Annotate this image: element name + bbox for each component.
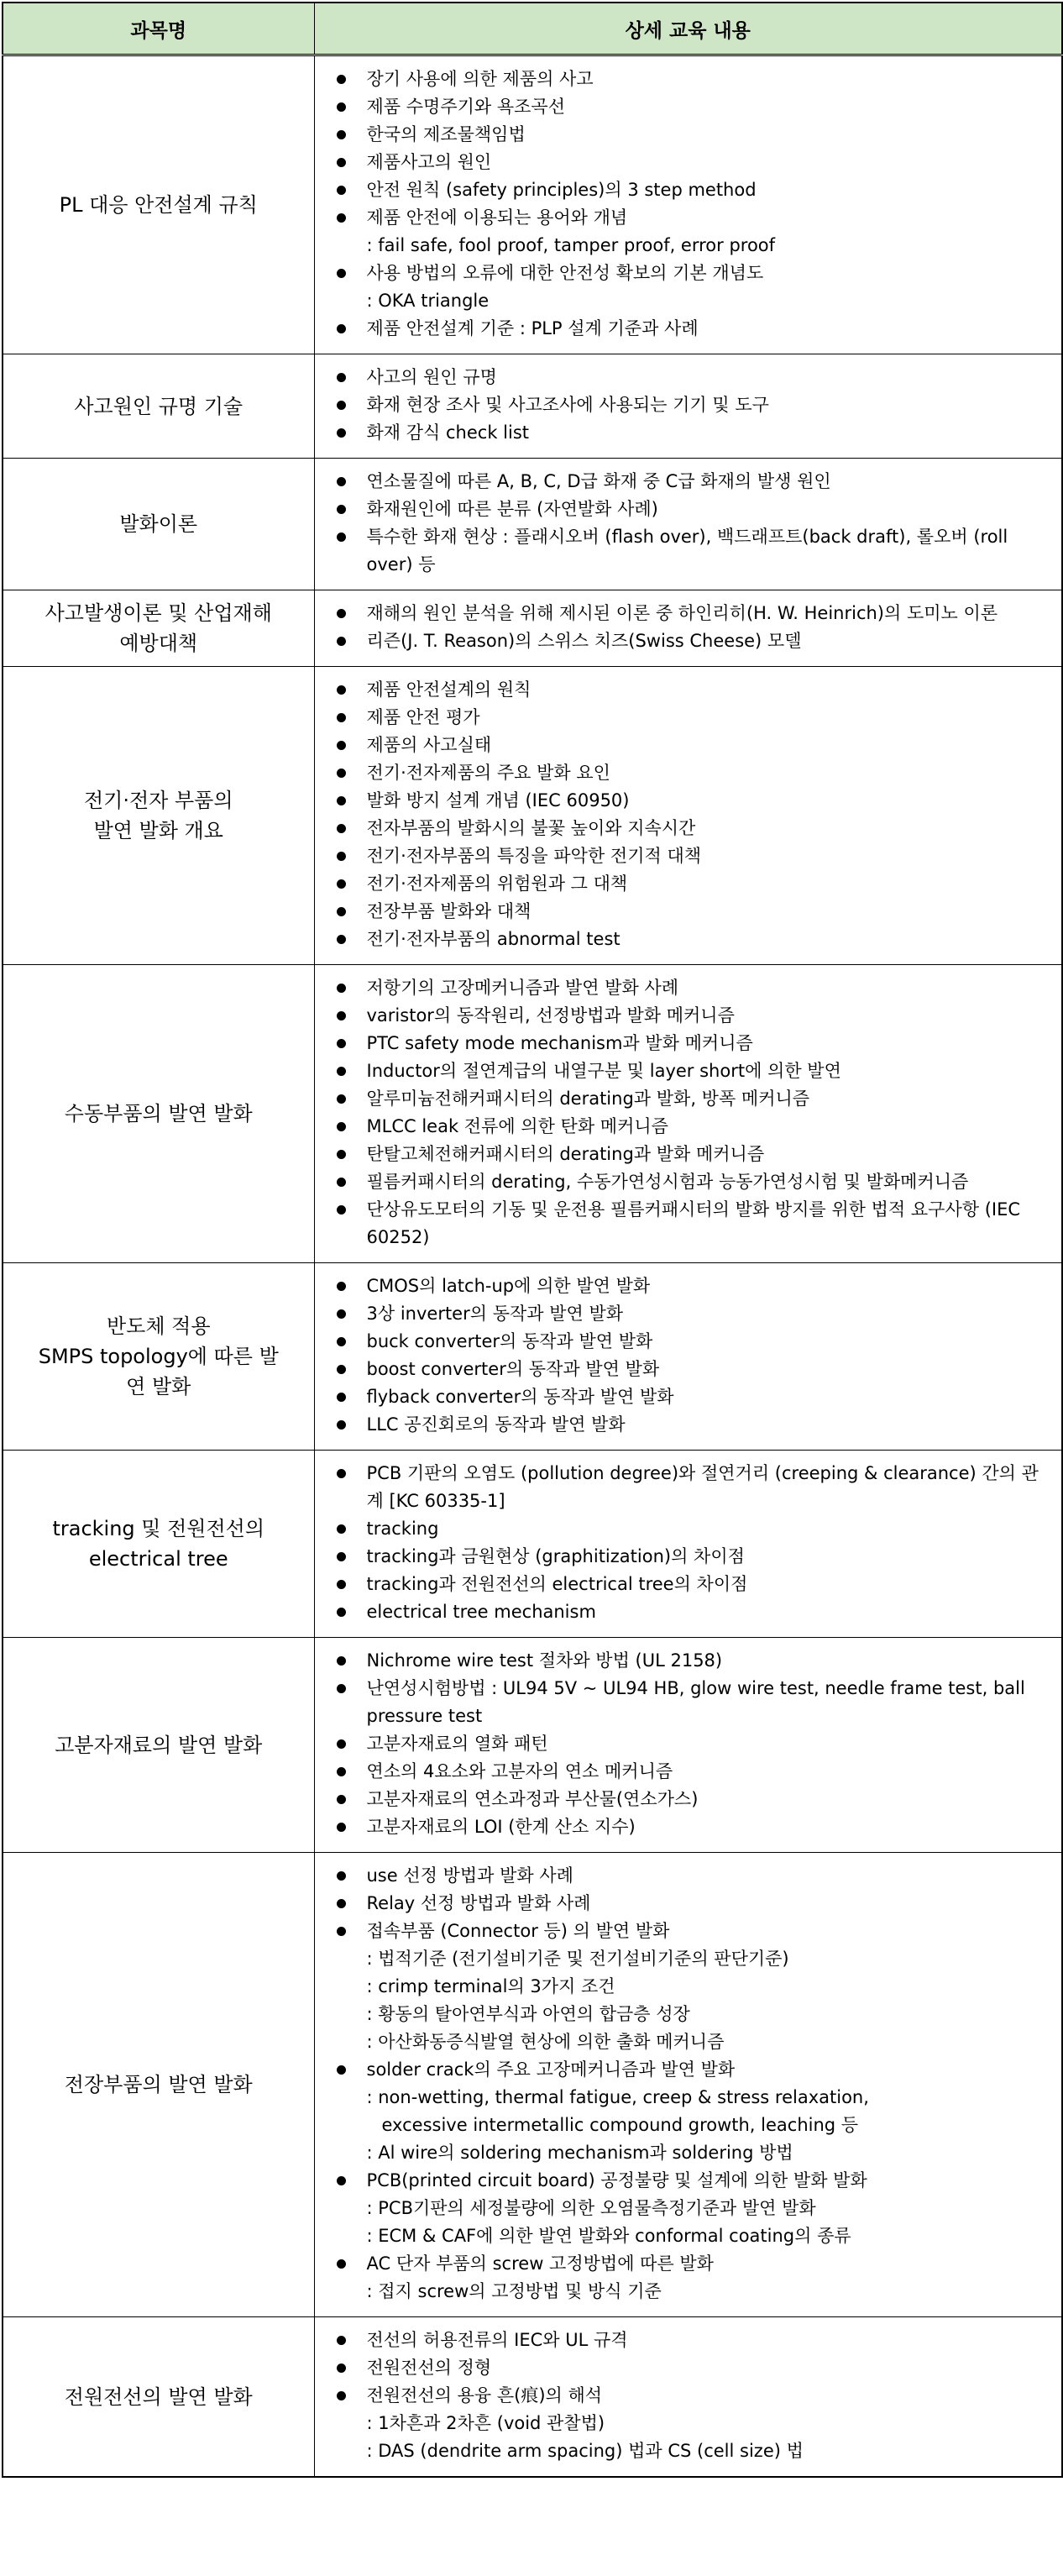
- list-item: [333, 419, 1057, 447]
- list-item-text: 사고의 원인 규명: [366, 367, 497, 387]
- subject-line: 사고발생이론 및 산업재해: [45, 601, 272, 625]
- subject-cell: [3, 1451, 314, 1638]
- subject-cell: [3, 667, 314, 965]
- list-item: [333, 1168, 1057, 1196]
- table-row: [3, 55, 1062, 354]
- content-list: [333, 1460, 1057, 1626]
- subject-line: 전장부품의 발연 발화: [64, 2073, 253, 2096]
- bullet-icon: [337, 158, 346, 167]
- list-item: [333, 1085, 1057, 1113]
- subject-line: 발화이론: [119, 512, 198, 536]
- bullet-icon: [337, 2391, 346, 2400]
- list-item-text: 특수한 화재 현상 : 플래시오버 (flash over), 백드래프트(back draft), 롤오버 (roll over) 등: [366, 527, 1008, 574]
- list-item: [333, 149, 1057, 176]
- list-item: [333, 898, 1057, 926]
- bullet-icon: [337, 935, 346, 944]
- list-item-text: 안전 원칙 (safety principles)의 3 step method: [366, 180, 757, 200]
- bullet-icon: [337, 373, 346, 382]
- list-item: [333, 842, 1057, 870]
- list-item-text: 고분자재료의 LOI (한계 산소 지수): [366, 1817, 636, 1837]
- list-item-detail: [333, 1973, 1057, 2001]
- list-item: [333, 391, 1057, 419]
- list-item-detail: [333, 2001, 1057, 2028]
- list-item-text: MLCC leak 전류에 의한 탄화 메커니즘: [366, 1116, 668, 1136]
- subject-line: 발연 발화 개요: [93, 819, 223, 842]
- list-item-text: Inductor의 절연계급의 내열구분 및 layer short에 의한 발연: [366, 1061, 841, 1081]
- list-item-text: 전기·전자제품의 주요 발화 요인: [366, 763, 610, 783]
- list-item-text: 고분자재료의 열화 패턴: [366, 1734, 548, 1754]
- content-cell: [314, 1263, 1062, 1451]
- subject-cell: [3, 590, 314, 667]
- table-row: [3, 459, 1062, 590]
- bullet-icon: [337, 685, 346, 695]
- list-item: [333, 204, 1057, 232]
- bullet-icon: [337, 907, 346, 916]
- list-item-text: 전기·전자제품의 위험원과 그 대책: [366, 874, 628, 894]
- content-list: [333, 66, 1057, 343]
- bullet-icon: [337, 1039, 346, 1048]
- list-item: [333, 759, 1057, 787]
- table-row: [3, 1263, 1062, 1451]
- list-item-text: AC 단자 부품의 screw 고정방법에 따른 발화: [366, 2253, 714, 2274]
- list-item: [333, 176, 1057, 204]
- list-item-text: 연소물질에 따른 A, B, C, D급 화재 중 C급 화재의 발생 원인: [366, 471, 831, 491]
- bullet-icon: [337, 269, 346, 278]
- subject-line: SMPS topology에 따른 발: [38, 1345, 279, 1368]
- list-item-text: 한국의 제조물책임법: [366, 124, 526, 144]
- list-item-detail: [333, 2278, 1057, 2306]
- list-item-text: tracking과 전원전선의 electrical tree의 차이점: [366, 1574, 748, 1594]
- subject-line: 사고원인 규명 기술: [74, 394, 243, 418]
- bullet-icon: [337, 505, 346, 514]
- subject-cell: [3, 459, 314, 590]
- list-item-text: excessive intermetallic compound growth, leaching 등: [381, 2115, 859, 2135]
- table-row: [3, 590, 1062, 667]
- bullet-icon: [337, 533, 346, 542]
- subject-cell: [3, 2317, 314, 2478]
- bullet-icon: [337, 713, 346, 722]
- list-item: [333, 1272, 1057, 1300]
- bullet-icon: [337, 1823, 346, 1832]
- list-item-text: : ECM & CAF에 의한 발연 발화와 conformal coating의 종류: [366, 2226, 851, 2246]
- curriculum-document: [2, 2, 1061, 2478]
- list-item-text: PCB 기판의 오염도 (pollution degree)와 절연거리 (creeping & clearance) 간의 관계 [KC 60335-1]: [366, 1463, 1039, 1511]
- list-item-text: flyback converter의 동작과 발연 발화: [366, 1387, 674, 1407]
- list-item: [333, 66, 1057, 93]
- table-row: [3, 1638, 1062, 1853]
- content-cell: [314, 459, 1062, 590]
- list-item-detail: [333, 2222, 1057, 2250]
- bullet-icon: [337, 1767, 346, 1776]
- bullet-icon: [337, 324, 346, 333]
- subject-line: 수동부품의 발연 발화: [64, 1102, 253, 1125]
- bullet-icon: [337, 879, 346, 889]
- list-item-detail: [333, 1945, 1057, 1973]
- content-cell: [314, 667, 1062, 965]
- subject-cell: [3, 354, 314, 459]
- list-item-text: solder crack의 주요 고장메커니즘과 발연 발화: [366, 2059, 736, 2080]
- list-item: [333, 1196, 1057, 1251]
- subject-line: 연 발화: [126, 1375, 191, 1398]
- list-item-text: 사용 방법의 오류에 대한 안전성 확보의 기본 개념도: [366, 263, 764, 283]
- content-list: [333, 1647, 1057, 1841]
- list-item: [333, 1057, 1057, 1085]
- list-item-text: 화재 감식 check list: [366, 422, 529, 443]
- list-item-text: 저항기의 고장메커니즘과 발연 발화 사례: [366, 978, 679, 998]
- content-list: [333, 364, 1057, 447]
- list-item-text: : 법적기준 (전기설비기준 및 전기설비기준의 판단기준): [366, 1949, 789, 1969]
- list-item: [333, 870, 1057, 898]
- list-item-text: 제품 안전설계 기준 : PLP 설계 기준과 사례: [366, 318, 699, 338]
- list-item-text: boost converter의 동작과 발연 발화: [366, 1359, 660, 1379]
- content-cell: [314, 2317, 1062, 2478]
- content-cell: [314, 1853, 1062, 2317]
- list-item: [333, 468, 1057, 496]
- bullet-icon: [337, 1469, 346, 1478]
- list-item: [333, 1515, 1057, 1543]
- list-item: [333, 1113, 1057, 1141]
- bullet-icon: [337, 2259, 346, 2269]
- bullet-icon: [337, 1927, 346, 1936]
- bullet-icon: [337, 428, 346, 438]
- list-item-text: : fail safe, fool proof, tamper proof, error proof: [366, 235, 776, 255]
- list-item: [333, 2354, 1057, 2382]
- bullet-icon: [337, 2065, 346, 2075]
- subject-line: 예방대책: [119, 632, 198, 655]
- bullet-icon: [337, 1094, 346, 1104]
- list-item: [333, 1328, 1057, 1356]
- list-item-text: 화재 현장 조사 및 사고조사에 사용되는 기기 및 도구: [366, 395, 769, 415]
- list-item: [333, 1890, 1057, 1918]
- list-item-text: varistor의 동작원리, 선정방법과 발화 메커니즘: [366, 1005, 735, 1026]
- bullet-icon: [337, 2176, 346, 2185]
- bullet-icon: [337, 1282, 346, 1291]
- table-row: [3, 2317, 1062, 2478]
- bullet-icon: [337, 130, 346, 139]
- subject-cell: [3, 1638, 314, 1853]
- content-list: [333, 468, 1057, 579]
- list-item-text: tracking과 금원현상 (graphitization)의 차이점: [366, 1546, 745, 1566]
- bullet-icon: [337, 401, 346, 410]
- list-item-text: : DAS (dendrite arm spacing) 법과 CS (cell size) 법: [366, 2441, 804, 2461]
- list-item-text: 전기·전자부품의 abnormal test: [366, 929, 621, 949]
- subject-line: electrical tree: [88, 1547, 228, 1571]
- list-item-text: tracking: [366, 1519, 439, 1539]
- content-list: [333, 974, 1057, 1251]
- list-item: [333, 1786, 1057, 1813]
- bullet-icon: [337, 852, 346, 861]
- list-item-text: 전선의 허용전류의 IEC와 UL 규격: [366, 2330, 628, 2350]
- list-item: [333, 496, 1057, 523]
- list-item: [333, 2382, 1057, 2410]
- bullet-icon: [337, 1205, 346, 1215]
- list-item-detail: [333, 2028, 1057, 2056]
- list-item-text: 전기·전자부품의 특징을 파악한 전기적 대책: [366, 846, 702, 866]
- bullet-icon: [337, 213, 346, 223]
- bullet-icon: [337, 741, 346, 750]
- list-item-text: 필름커패시터의 derating, 수동가연성시험과 능동가연성시험 및 발화메커니즘: [366, 1172, 969, 1192]
- bullet-icon: [337, 1656, 346, 1666]
- list-item: [333, 2327, 1057, 2354]
- list-item-text: : 아산화동증식발열 현상에 의한 출화 메커니즘: [366, 2032, 725, 2052]
- bullet-icon: [337, 1122, 346, 1131]
- list-item-text: LLC 공진회로의 동작과 발연 발화: [366, 1414, 626, 1435]
- content-list: [333, 600, 1057, 655]
- curriculum-table: [2, 2, 1063, 2478]
- list-item: [333, 2250, 1057, 2278]
- list-item-text: Nichrome wire test 절차와 방법 (UL 2158): [366, 1650, 723, 1671]
- bullet-icon: [337, 1899, 346, 1908]
- list-item-text: : crimp terminal의 3가지 조건: [366, 1976, 615, 1996]
- list-item: [333, 523, 1057, 579]
- subject-line: 반도체 적용: [106, 1314, 211, 1338]
- list-item-text: 제품사고의 원인: [366, 152, 492, 172]
- list-item: [333, 121, 1057, 149]
- list-item: [333, 815, 1057, 842]
- list-item: [333, 1813, 1057, 1841]
- bullet-icon: [337, 1552, 346, 1561]
- list-item: [333, 2167, 1057, 2195]
- list-item-text: 전원전선의 용융 흔(痕)의 해석: [366, 2385, 603, 2405]
- bullet-icon: [337, 984, 346, 993]
- bullet-icon: [337, 1178, 346, 1187]
- content-list: [333, 1272, 1057, 1439]
- list-item-text: 난연성시험방법 : UL94 5V ~ UL94 HB, glow wire test, needle frame test, ball pressure test: [366, 1678, 1025, 1726]
- table-row: [3, 965, 1062, 1263]
- bullet-icon: [337, 477, 346, 486]
- list-item-text: PCB(printed circuit board) 공정불량 및 설계에 의한 발화 발화: [366, 2170, 867, 2190]
- content-list: [333, 1862, 1057, 2306]
- list-item-text: 화재원인에 따른 분류 (자연발화 사례): [366, 499, 658, 519]
- content-cell: [314, 965, 1062, 1263]
- bullet-icon: [337, 1684, 346, 1693]
- bullet-icon: [337, 1795, 346, 1804]
- list-item-text: use 선정 방법과 발화 사례: [366, 1865, 573, 1886]
- subject-line: 전기·전자 부품의: [83, 789, 233, 812]
- content-cell: [314, 1638, 1062, 1853]
- list-item-detail: [333, 2410, 1057, 2437]
- list-item: [333, 704, 1057, 732]
- list-item: [333, 1356, 1057, 1383]
- list-item-text: : 1차흔과 2차흔 (void 관찰법): [366, 2413, 605, 2433]
- list-item-text: : 접지 screw의 고정방법 및 방식 기준: [366, 2281, 662, 2301]
- subject-line: PL 대응 안전설계 규칙: [59, 193, 258, 217]
- list-item: [333, 1002, 1057, 1030]
- table-row: [3, 667, 1062, 965]
- table-body: [3, 55, 1062, 2478]
- list-item: [333, 364, 1057, 391]
- list-item-text: 알루미늄전해커패시터의 derating과 발화, 방폭 메커니즘: [366, 1089, 810, 1109]
- list-item-text: PTC safety mode mechanism과 발화 메커니즘: [366, 1033, 753, 1053]
- list-item: [333, 315, 1057, 343]
- list-item-text: : PCB기판의 세정불량에 의한 오염물측정기준과 발연 발화: [366, 2198, 816, 2218]
- bullet-icon: [337, 1420, 346, 1430]
- list-item: [333, 1411, 1057, 1439]
- list-item-text: 제품 안전 평가: [366, 707, 480, 727]
- table-row: [3, 1451, 1062, 1638]
- list-item-text: 고분자재료의 연소과정과 부산물(연소가스): [366, 1789, 699, 1809]
- table-row: [3, 354, 1062, 459]
- bullet-icon: [337, 1871, 346, 1881]
- list-item: [333, 1383, 1057, 1411]
- bullet-icon: [337, 1067, 346, 1076]
- list-item-text: 제품 안전설계의 원칙: [366, 679, 532, 700]
- list-item: [333, 787, 1057, 815]
- content-cell: [314, 590, 1062, 667]
- bullet-icon: [337, 1608, 346, 1617]
- list-item-detail: [333, 232, 1057, 260]
- bullet-icon: [337, 1150, 346, 1159]
- list-item-text: : OKA triangle: [366, 291, 490, 311]
- list-item: [333, 926, 1057, 953]
- list-item: [333, 1460, 1057, 1515]
- list-item: [333, 260, 1057, 287]
- subject-cell: [3, 965, 314, 1263]
- list-item-text: CMOS의 latch-up에 의한 발연 발화: [366, 1276, 651, 1296]
- header-details: 상세 교육 내용: [314, 3, 1062, 55]
- list-item-text: 장기 사용에 의한 제품의 사고: [366, 69, 594, 89]
- list-item-text: 접속부품 (Connector 등) 의 발연 발화: [366, 1921, 670, 1941]
- list-item-text: : non-wetting, thermal fatigue, creep & stress relaxation,: [366, 2087, 869, 2107]
- list-item: [333, 1675, 1057, 1730]
- subject-cell: [3, 55, 314, 354]
- bullet-icon: [337, 1524, 346, 1534]
- table-header-row: [3, 3, 1062, 55]
- list-item: [333, 1647, 1057, 1675]
- bullet-icon: [337, 1580, 346, 1589]
- content-list: [333, 2327, 1057, 2465]
- bullet-icon: [337, 1739, 346, 1749]
- list-item-text: buck converter의 동작과 발연 발화: [366, 1331, 653, 1351]
- list-item-text: 전원전선의 정형: [366, 2358, 492, 2378]
- bullet-icon: [337, 824, 346, 833]
- bullet-icon: [337, 75, 346, 84]
- subject-line: 전원전선의 발연 발화: [64, 2385, 253, 2409]
- bullet-icon: [337, 102, 346, 112]
- bullet-icon: [337, 1337, 346, 1346]
- list-item: [333, 676, 1057, 704]
- list-item-text: 재해의 원인 분석을 위해 제시된 이론 중 하인리히(H. W. Heinrich)의 도미노 이론: [366, 603, 998, 623]
- bullet-icon: [337, 186, 346, 195]
- list-item-detail: [333, 2195, 1057, 2222]
- list-item-text: Relay 선정 방법과 발화 사례: [366, 1893, 591, 1913]
- subject-cell: [3, 1263, 314, 1451]
- bullet-icon: [337, 769, 346, 778]
- list-item-text: 3상 inverter의 동작과 발연 발화: [366, 1304, 624, 1324]
- bullet-icon: [337, 2336, 346, 2345]
- list-item: [333, 93, 1057, 121]
- list-item-detail: [333, 287, 1057, 315]
- bullet-icon: [337, 1309, 346, 1319]
- bullet-icon: [337, 1365, 346, 1374]
- list-item: [333, 732, 1057, 759]
- content-cell: [314, 55, 1062, 354]
- list-item-text: 제품 안전에 이용되는 용어와 개념: [366, 207, 628, 228]
- list-item-text: : Al wire의 soldering mechanism과 soldering 방법: [366, 2143, 793, 2163]
- content-list: [333, 676, 1057, 953]
- subject-line: tracking 및 전원전선의: [52, 1517, 265, 1540]
- list-item-text: 전자부품의 발화시의 불꽃 높이와 지속시간: [366, 818, 696, 838]
- list-item-text: 리즌(J. T. Reason)의 스위스 치즈(Swiss Cheese) 모델: [366, 631, 802, 651]
- list-item-text: 단상유도모터의 기동 및 운전용 필름커패시터의 발화 방지를 위한 법적 요구사항 (IEC 60252): [366, 1199, 1021, 1247]
- bullet-icon: [337, 637, 346, 646]
- list-item-text: 제품의 사고실태: [366, 735, 492, 755]
- table-row: [3, 1853, 1062, 2317]
- bullet-icon: [337, 1011, 346, 1020]
- list-item: [333, 1598, 1057, 1626]
- list-item: [333, 1030, 1057, 1057]
- list-item-text: 제품 수명주기와 욕조곡선: [366, 97, 565, 117]
- list-item: [333, 1758, 1057, 1786]
- list-item-text: 탄탈고체전해커패시터의 derating과 발화 메커니즘: [366, 1144, 765, 1164]
- list-item: [333, 1141, 1057, 1168]
- content-cell: [314, 1451, 1062, 1638]
- content-cell: [314, 354, 1062, 459]
- list-item-detail: [333, 2139, 1057, 2167]
- list-item-text: : 황동의 탈아연부식과 아연의 합금층 성장: [366, 2004, 690, 2024]
- bullet-icon: [337, 796, 346, 805]
- bullet-icon: [337, 1393, 346, 1402]
- list-item-text: electrical tree mechanism: [366, 1602, 596, 1622]
- list-item-detail: [333, 2437, 1057, 2465]
- list-item: [333, 1300, 1057, 1328]
- list-item: [333, 974, 1057, 1002]
- list-item: [333, 1730, 1057, 1758]
- header-subject: 과목명: [3, 3, 314, 55]
- list-item: [333, 1543, 1057, 1571]
- list-item-detail: [333, 2084, 1057, 2112]
- subject-cell: [3, 1853, 314, 2317]
- list-item-text: 연소의 4요소와 고분자의 연소 메커니즘: [366, 1761, 673, 1781]
- bullet-icon: [337, 609, 346, 618]
- list-item-text: 발화 방지 설계 개념 (IEC 60950): [366, 790, 630, 811]
- list-item-detail: [333, 2112, 1057, 2139]
- list-item: [333, 1571, 1057, 1598]
- subject-line: 고분자재료의 발연 발화: [55, 1733, 263, 1757]
- list-item: [333, 2056, 1057, 2084]
- list-item: [333, 1918, 1057, 1945]
- bullet-icon: [337, 2364, 346, 2373]
- list-item-text: 전장부품 발화와 대책: [366, 901, 532, 921]
- list-item: [333, 600, 1057, 627]
- list-item: [333, 627, 1057, 655]
- list-item: [333, 1862, 1057, 1890]
